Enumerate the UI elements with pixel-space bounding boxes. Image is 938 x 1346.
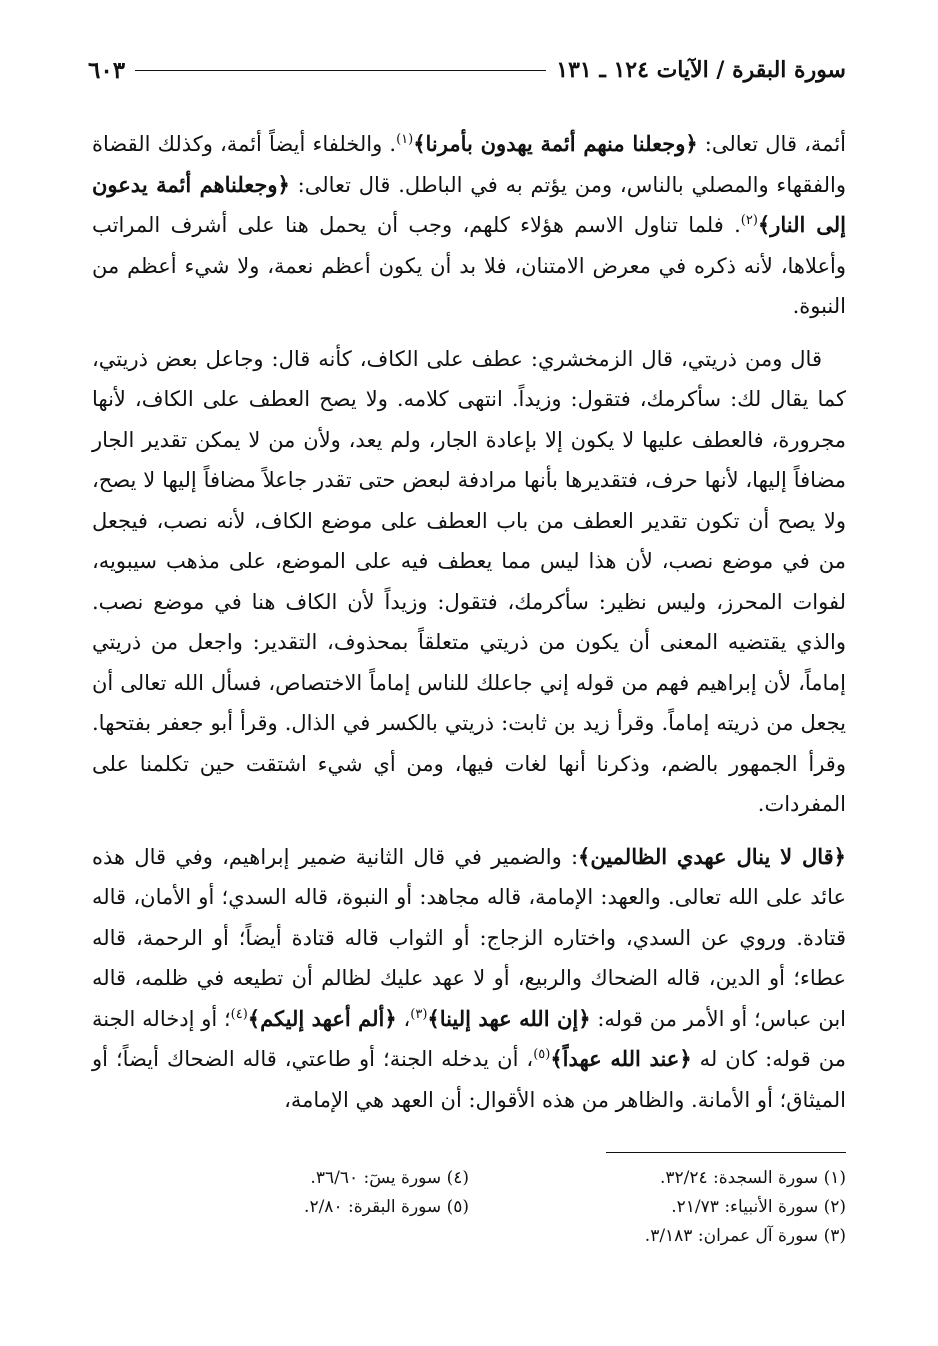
footnotes [92, 1164, 846, 1251]
quran-quote: ﴿عند الله عهداً﴾ [550, 1046, 692, 1071]
quran-quote: ﴿إن الله عهد إلينا﴾ [427, 1005, 591, 1031]
paragraph [92, 124, 846, 327]
footnote: (٤) سورة يسٓ: ٣٦/٦٠. [310, 1168, 469, 1188]
footnote-reference: (٢) [740, 213, 758, 228]
footnote-reference: (٥) [533, 1047, 551, 1062]
footnote-separator [606, 1152, 846, 1153]
text-run: قال ومن ذريتي، قال الزمخشري: عطف على الكاف، كأنه قال: وجاعل بعض ذريتي، كما يقال لك: سأكرمك، فتقول: وزيداً. انتهى كلامه. ولا يصح العطف على الكاف، لأنها مجرورة، فالعطف عليها لا يكون إلا بإعادة الجار، ولم يعد، ولأن من لا يمكن تقدير الجار مضافاً إليها، لأنها حرف، فتقديرها بأنها مرادفة لبعض حتى تقدر جاعلاً مضافاً إليها لا يصح، ولا يصح أن تكون تقدير العطف من باب العطف على موضع الكاف، لأنه نصب، فيجعل من في موضع نصب، لأن هذا ليس مما يعطف فيه على الموضع، على مذهب سيبويه، لفوات المحرز، وليس نظير: سأكرمك، فتقول: وزيداً لأن الكاف هنا في موضع نصب. والذي يقتضيه المعنى أن يكون من ذريتي متعلقاً بمحذوف، التقدير: واجعل من ذريتي إماماً، لأن إبراهيم فهم من قوله إني جاعلك للناس إماماً الاختصاص، فسأل الله تعالى أن يجعل من ذريته إماماً. وقرأ زيد بن ثابت: ذريتي بالكسر في الذال. وقرأ أبو جعفر بفتحها. وقرأ الجمهور بالضم، وذكرنا أنها لغات فيها، ومن أي شيء اشتقت حين تكلمنا على المفردات. [92, 346, 846, 816]
paragraph [92, 339, 846, 825]
quran-quote: ﴿وجعلنا منهم أئمة يهدون بأمرنا﴾ [413, 131, 698, 156]
paragraph [92, 837, 846, 1121]
text-run: : والضمير في قال الثانية ضمير إبراهيم، وفي قال هذه عائد على الله تعالى. والعهد: الإمامة، قاله مجاهد: أو النبوة، قاله السدي؛ أو الأمان، قاله قتادة. وروي عن السدي، واختاره الزجاج: أو الثواب قاله قتادة أيضاً؛ أو الرحمة، قاله عطاء؛ أو الدين، قاله الضحاك والربيع، أو لا عهد عليك لظالم أن تطيعه في ظلمه، قاله ابن عباس؛ أو الأمر من قوله: [92, 844, 846, 1031]
text-run: ، [396, 1006, 411, 1031]
footnotes-right-column [469, 1164, 846, 1251]
footnote-reference: (٤) [230, 1006, 248, 1022]
footnote: (٢) سورة الأنبياء: ٢١/٧٣. [671, 1197, 846, 1217]
footnote-reference: (١) [396, 132, 414, 147]
footnotes-left-column [92, 1164, 469, 1251]
text-run: ؛ أو إدخاله الجنة من قوله: كان له [92, 1006, 846, 1071]
text-run: ، أن يدخله الجنة؛ أو طاعتي، قاله الضحاك أيضاً؛ أو الميثاق؛ أو الأمانة. والظاهر من هذه الأقوال: أن العهد هي الإمامة، [92, 1047, 846, 1112]
text-run: . والخلفاء أيضاً أئمة، وكذلك القضاة والفقهاء والمصلي بالناس، ومن يؤتم به في الباطل. قال تعالى: [92, 132, 847, 197]
footnote: (٣) سورة آل عمران: ٣/١٨٣. [644, 1226, 846, 1246]
footnote: (٥) سورة البقرة: ٢/٨٠. [304, 1197, 469, 1217]
quran-quote: ﴿قال لا ينال عهدي الظالمين﴾ [578, 843, 846, 869]
footnote: (١) سورة السجدة: ٣٢/٢٤. [659, 1168, 846, 1188]
text-run: أئمة، قال تعالى: [697, 132, 847, 156]
quran-quote: ﴿ألم أعهد إليكم﴾ [247, 1005, 397, 1031]
footnote-reference: (٣) [410, 1006, 428, 1022]
quran-quote: ﴿وجعلناهم أئمة يدعون إلى النار﴾ [92, 171, 846, 237]
page-number: ٦٠٣ [88, 56, 126, 84]
running-head [88, 52, 846, 88]
text-run: . فلما تناول الاسم هؤلاء كلهم، وجب أن يحمل هنا على أشرف المراتب وأعلاها، لأنه ذكره في معرض الامتنان، فلا بد أن يكون أعظم نعمة، ولا شيء أعظم من النبوة. [92, 213, 846, 318]
running-head-title: سورة البقرة / الآيات ١٢٤ ـ ١٣١ [556, 57, 846, 83]
running-head-rule [135, 70, 546, 71]
body-text [92, 124, 846, 1120]
